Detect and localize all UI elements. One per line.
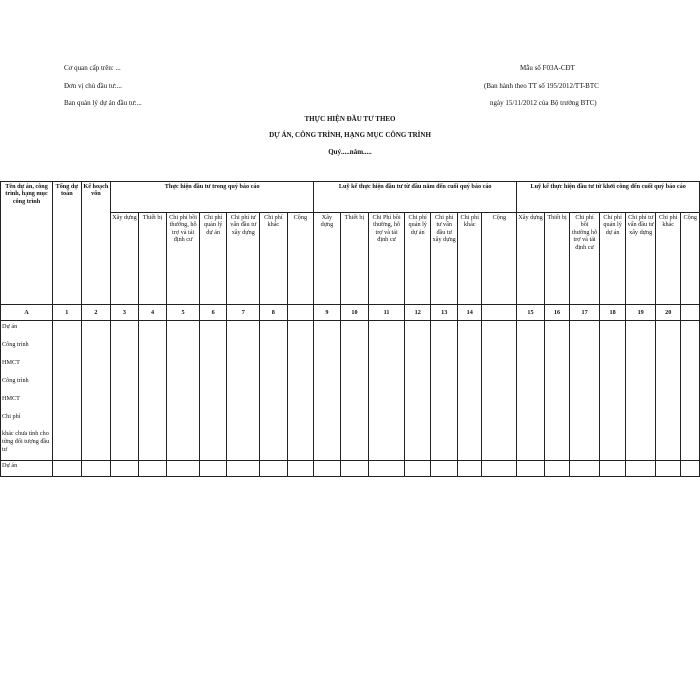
g2-sub: Cộng bbox=[482, 213, 517, 305]
col-number: 5 bbox=[167, 305, 200, 321]
col-number: 13 bbox=[431, 305, 458, 321]
issued-by: (Ban hành theo TT số 195/2012/TT-BTC bbox=[484, 82, 599, 90]
header-total: Tổng dự toán bbox=[53, 182, 82, 305]
col-number: 3 bbox=[111, 305, 139, 321]
header-group-2: Luỹ kế thực hiện đầu tư từ đầu năm đến cuối quý báo cáo bbox=[314, 182, 517, 213]
g1-sub: Chi phí quản lý dự án bbox=[199, 213, 227, 305]
form-code: Mẫu số F03A-CĐT bbox=[520, 64, 575, 72]
title-line-2: DỰ ÁN, CÔNG TRÌNH, HẠNG MỤC CÔNG TRÌNH bbox=[269, 131, 431, 139]
g1-sub: Xây dựng bbox=[111, 213, 139, 305]
row-label: Dự án bbox=[2, 323, 18, 330]
issued-date: ngày 15/11/2012 của Bộ trưởng BTC) bbox=[490, 99, 597, 107]
col-number: 19 bbox=[626, 305, 656, 321]
g1-sub: Cộng bbox=[287, 213, 314, 305]
g3-sub: Chi phí tư vấn đầu tư xây dựng bbox=[626, 213, 656, 305]
row-label: Công trình bbox=[2, 377, 29, 384]
g1-sub: Chi phí khác bbox=[260, 213, 288, 305]
col-number: 18 bbox=[599, 305, 626, 321]
header-plan: Kế hoạch vốn bbox=[81, 182, 111, 305]
col-number: 6 bbox=[199, 305, 227, 321]
table-row bbox=[1, 461, 700, 477]
col-number bbox=[287, 305, 314, 321]
g3-sub: Thiết bị bbox=[544, 213, 570, 305]
header-name: Tên dự án, công trình, hạng mục công trình bbox=[1, 182, 53, 305]
board-label: Ban quản lý dự án đầu tư:... bbox=[64, 99, 142, 107]
row-label: HMCT bbox=[2, 395, 20, 402]
col-number bbox=[681, 305, 700, 321]
row-labels-cell bbox=[1, 321, 53, 461]
row-label: Công trình bbox=[2, 341, 29, 348]
g2-sub: Thiết bị bbox=[340, 213, 369, 305]
col-number: 11 bbox=[369, 305, 405, 321]
row-label: Chi phí bbox=[2, 413, 21, 420]
g2-sub: Xây dựng bbox=[314, 213, 341, 305]
g1-sub: Chi phí bồi thường, hỗ trợ và tái định cư bbox=[167, 213, 200, 305]
row-label: khác chưa tính cho từng đối tượng đầu tư bbox=[2, 430, 50, 453]
g3-sub: Chi phí quản lý dự án bbox=[599, 213, 626, 305]
owner-label: Đơn vị chủ đầu tư:... bbox=[64, 82, 122, 90]
col-number: 9 bbox=[314, 305, 341, 321]
g2-sub: Chi phí khác bbox=[457, 213, 481, 305]
col-number: 16 bbox=[544, 305, 570, 321]
g2-sub: Chi Phí bồi thường, hỗ trợ và tái định cư bbox=[369, 213, 405, 305]
header-group-1: Thực hiện đầu tư trong quý báo cáo bbox=[111, 182, 314, 213]
g3-sub: Xây dựng bbox=[517, 213, 545, 305]
investment-table bbox=[0, 181, 700, 477]
col-number: A bbox=[1, 305, 53, 321]
col-number: 17 bbox=[570, 305, 600, 321]
col-number: 14 bbox=[457, 305, 481, 321]
g3-sub: Chi phí bồi thường hỗ trợ và tái định cư bbox=[570, 213, 600, 305]
col-number: 8 bbox=[260, 305, 288, 321]
col-number: 10 bbox=[340, 305, 369, 321]
col-number: 1 bbox=[53, 305, 82, 321]
g2-sub: Chi phí quản lý dự án bbox=[404, 213, 431, 305]
g3-sub: Chi phí khác bbox=[655, 213, 681, 305]
agency-label: Cơ quan cấp trên: ... bbox=[64, 64, 121, 72]
table-row bbox=[1, 321, 700, 461]
g2-sub: Chi phí tư vấn đầu tư xây dựng bbox=[431, 213, 458, 305]
col-number bbox=[482, 305, 517, 321]
row-label: Dự án bbox=[1, 461, 53, 477]
g3-sub: Cộng bbox=[681, 213, 700, 305]
title-line-3: Quý.....năm..... bbox=[328, 148, 372, 156]
col-number: 20 bbox=[655, 305, 681, 321]
col-number: 12 bbox=[404, 305, 431, 321]
col-number: 4 bbox=[138, 305, 167, 321]
g1-sub: Thiết bị bbox=[138, 213, 167, 305]
g1-sub: Chi phí tư vấn đầu tư xây dựng bbox=[227, 213, 260, 305]
header-group-3: Luỹ kế thực hiện đầu tư từ khởi công đến cuối quý báo cáo bbox=[517, 182, 700, 213]
col-number: 15 bbox=[517, 305, 545, 321]
col-number: 7 bbox=[227, 305, 260, 321]
col-number: 2 bbox=[81, 305, 111, 321]
title-line-1: THỰC HIỆN ĐẦU TƯ THEO bbox=[304, 115, 396, 123]
row-label: HMCT bbox=[2, 359, 20, 366]
